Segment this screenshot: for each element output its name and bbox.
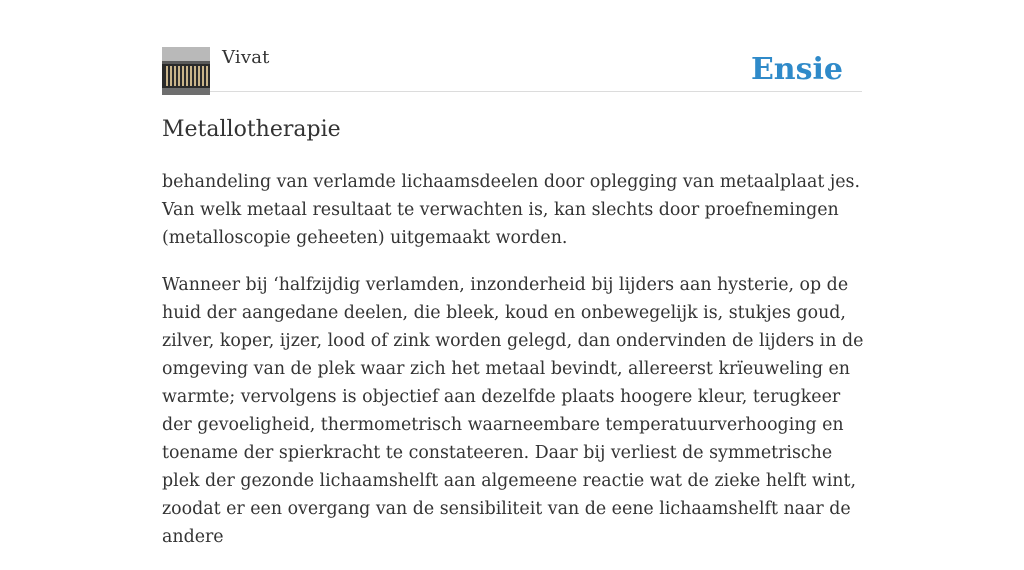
brand-logo[interactable]: Ensie [750, 52, 843, 87]
paragraph: Wanneer bij ‘halfzijdig verlamden, inzonderheid bij lijders aan hysterie, op de huid der aangedane deelen, die bleek, koud en onbewegelijk is, stukjes goud, zilver, koper, ijzer, lood of zink worden gelegd, dan ondervinden de lijders in de omgeving van de plek waar zich het metaal bevindt, allereerst krïeuweling en warmte; vervolgens is objectief aan dezelfde plaats hoogere kleur, terugkeer der gevoeligheid, thermometrisch waarneembare temperatuurverhooging en toename der spierkracht te constateeren. Daar bij verliest de symmetrische plek der gezonde lichaamshelft aan algemeene reactie wat de zieke helft wint, zoodat er een overgang van de sensibiliteit van de eene lichaamshelft naar de andere [162, 275, 864, 547]
article-body [162, 168, 868, 570]
author-name[interactable]: Vivat [222, 47, 270, 68]
article-title: Metallotherapie [162, 117, 341, 142]
books-avatar-icon [162, 47, 210, 95]
paragraph: behandeling van verlamde lichaamsdeelen door oplegging van metaalplaat jes. Van welk metaal resultaat te verwachten is, kan slechts door proefnemingen (metalloscopie geheeten) uitgemaakt worden. [162, 172, 860, 248]
header [162, 46, 862, 92]
avatar[interactable] [162, 47, 210, 95]
